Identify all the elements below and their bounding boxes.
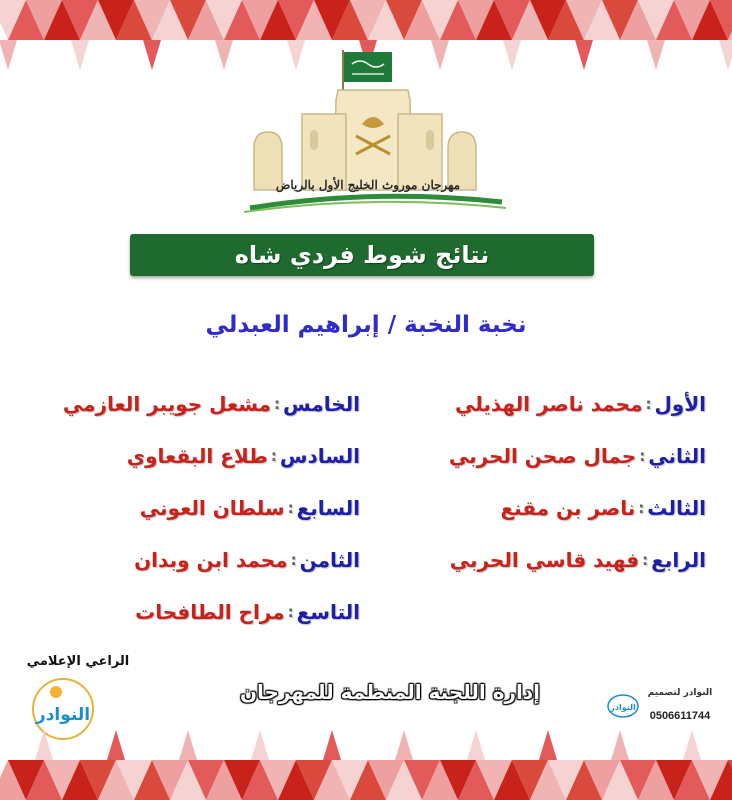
rank-separator: : xyxy=(639,447,646,465)
category-subtitle: نخبة النخبة / إبراهيم العبدلي xyxy=(205,312,527,338)
result-row-3 xyxy=(376,482,706,534)
result-row-9 xyxy=(6,586,360,638)
border-triangle xyxy=(71,40,89,70)
rank-label: الأول xyxy=(654,392,706,416)
winner-name: مشعل جويبر العازمي xyxy=(62,392,272,416)
rank-separator: : xyxy=(638,499,645,517)
winner-name: جمال صحن الحربي xyxy=(448,444,637,468)
result-row-5 xyxy=(6,378,360,430)
border-triangle xyxy=(143,40,161,70)
designer-phone: 0506611744 xyxy=(649,710,711,722)
rank-separator: : xyxy=(642,551,649,569)
border-triangle xyxy=(683,730,701,760)
border-triangle xyxy=(179,730,197,760)
sponsor-logo-text: النوادر xyxy=(35,705,91,725)
border-triangle xyxy=(467,730,485,760)
result-row-2 xyxy=(376,430,706,482)
rank-separator: : xyxy=(290,551,297,569)
bottom-triangle-border xyxy=(0,712,732,800)
winner-name: طلاع البقعاوي xyxy=(126,444,268,468)
media-sponsor-label: الراعي الإعلامي xyxy=(26,654,130,669)
result-row-7 xyxy=(6,482,360,534)
result-row-8 xyxy=(6,534,360,586)
result-row-1 xyxy=(376,378,706,430)
title-banner xyxy=(130,234,594,276)
rank-label: الخامس xyxy=(283,392,360,416)
border-triangle xyxy=(611,730,629,760)
border-triangle xyxy=(719,40,732,70)
organizer-text: إدارة اللجنة المنظمة للمهرجان xyxy=(239,680,541,704)
rank-label: الثاني xyxy=(648,444,706,468)
rank-label: السابع xyxy=(296,496,360,520)
border-triangle xyxy=(107,730,125,760)
border-triangle xyxy=(647,40,665,70)
border-triangle xyxy=(0,40,17,70)
rank-label: السادس xyxy=(279,444,360,468)
rank-label: الثالث xyxy=(647,496,706,520)
result-row-6 xyxy=(6,430,360,482)
emblem-caption: مهرجان موروث الخليج الأول بالرياض xyxy=(275,178,461,192)
winner-name: ناصر بن مقنع xyxy=(500,496,636,520)
border-triangle xyxy=(539,730,557,760)
border-triangle xyxy=(395,730,413,760)
designer-label: النوادر لتصميم xyxy=(647,688,713,698)
page-title: نتائج شوط فردي شاه xyxy=(234,241,490,269)
rank-separator: : xyxy=(287,499,294,517)
result-row-4 xyxy=(376,534,706,586)
rank-separator: : xyxy=(287,603,294,621)
winner-name: سلطان العوني xyxy=(139,496,285,520)
rank-separator: : xyxy=(274,395,281,413)
winner-name: محمد ناصر الهذيلي xyxy=(454,392,643,416)
rank-separator: : xyxy=(645,395,652,413)
border-triangle xyxy=(251,730,269,760)
border-triangle xyxy=(215,40,233,70)
border-triangle xyxy=(575,40,593,70)
designer-logo-text: النوادر xyxy=(610,703,636,712)
results-column-left xyxy=(6,378,360,638)
border-triangle xyxy=(323,730,341,760)
border-triangle xyxy=(35,730,53,760)
rank-label: الثامن xyxy=(299,548,360,572)
winner-name: فهيد قاسي الحربي xyxy=(449,548,640,572)
winner-name: مراح الطافحات xyxy=(135,600,285,624)
rank-separator: : xyxy=(270,447,277,465)
rank-label: التاسع xyxy=(296,600,360,624)
winner-name: محمد ابن وبدان xyxy=(134,548,288,572)
results-column-right xyxy=(376,378,706,586)
rank-label: الرابع xyxy=(651,548,706,572)
